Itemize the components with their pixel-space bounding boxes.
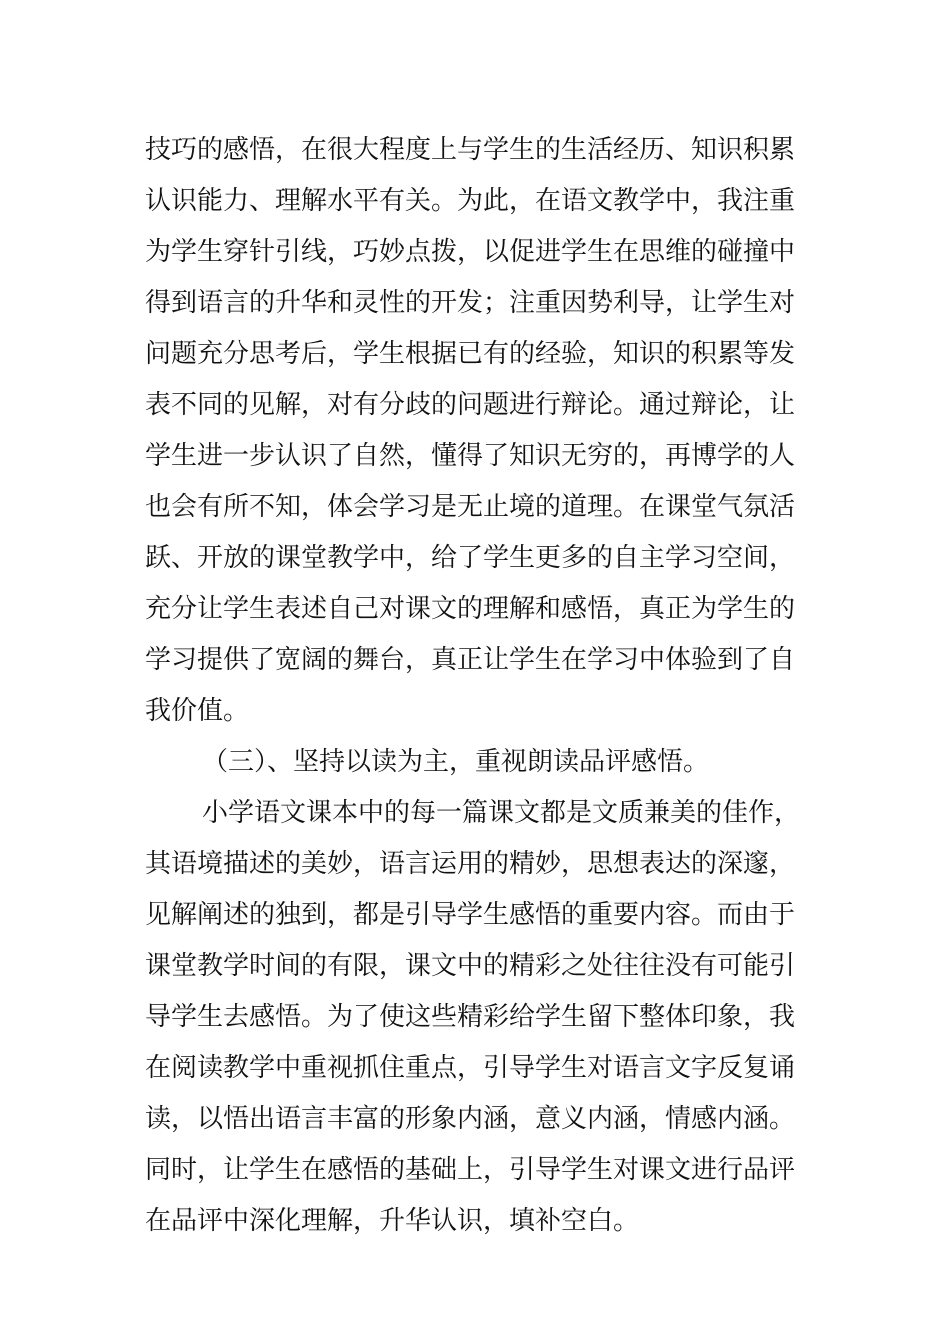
text-line: 问题充分思考后，学生根据已有的经验，知识的积累等发	[145, 339, 796, 369]
text-line: 在品评中深化理解，升华认识，填补空白。	[145, 1206, 640, 1236]
text-line: 同时，让学生在感悟的基础上，引导学生对课文进行品评	[145, 1155, 796, 1185]
text-line: 读，以悟出语言丰富的形象内涵，意义内涵，情感内涵。	[145, 1104, 796, 1134]
text-line: 学习提供了宽阔的舞台，真正让学生在学习中体验到了自	[145, 645, 796, 675]
text-line: 充分让学生表述自己对课文的理解和感悟，真正为学生的	[145, 594, 796, 624]
text-line: 见解阐述的独到，都是引导学生感悟的重要内容。而由于	[145, 900, 796, 930]
text-line: 学生进一步认识了自然，懂得了知识无穷的，再博学的人	[145, 441, 796, 471]
text-line: 在阅读教学中重视抓住重点，引导学生对语言文字反复诵	[145, 1053, 796, 1083]
text-line: 跃、开放的课堂教学中，给了学生更多的自主学习空间，	[145, 543, 796, 573]
text-line: 认识能力、理解水平有关。为此，在语文教学中，我注重	[145, 186, 796, 216]
text-line: 为学生穿针引线，巧妙点拨，以促进学生在思维的碰撞中	[145, 237, 796, 267]
text-line: 也会有所不知，体会学习是无止境的道理。在课堂气氛活	[145, 492, 796, 522]
paragraph-first-line: 小学语文课本中的每一篇课文都是文质兼美的佳作，	[202, 798, 801, 828]
text-line: 表不同的见解，对有分歧的问题进行辩论。通过辩论，让	[145, 390, 796, 420]
text-line: 其语境描述的美妙，语言运用的精妙，思想表达的深邃，	[145, 849, 796, 879]
text-line: 技巧的感悟，在很大程度上与学生的生活经历、知识积累	[145, 135, 796, 165]
section-heading: （三）、坚持以读为主，重视朗读品评感悟。	[202, 747, 710, 777]
text-line: 得到语言的升华和灵性的开发；注重因势利导，让学生对	[145, 288, 796, 318]
text-line: 课堂教学时间的有限，课文中的精彩之处往往没有可能引	[145, 951, 796, 981]
text-line: 导学生去感悟。为了使这些精彩给学生留下整体印象，我	[145, 1002, 796, 1032]
text-line: 我价值。	[145, 696, 250, 726]
